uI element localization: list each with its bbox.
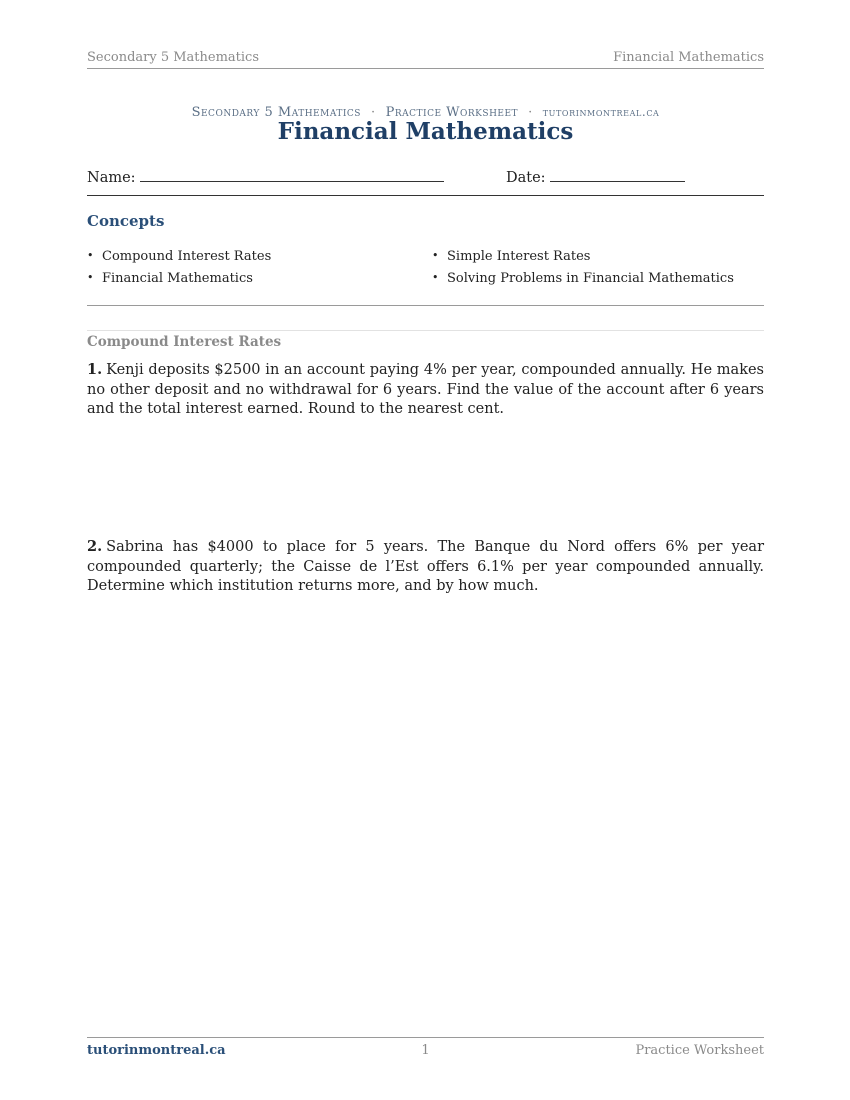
concept-label: Financial Mathematics	[102, 271, 253, 286]
worksheet-page	[87, 0, 764, 1100]
kicker-course: Secondary 5 Mathematics	[191, 105, 361, 120]
kicker-site: tutorinmontreal.ca	[542, 105, 660, 119]
name-blank[interactable]	[140, 167, 444, 182]
concept-label: Solving Problems in Financial Mathematics	[447, 271, 734, 286]
problem-number: 1.	[87, 361, 103, 378]
problem-text: Sabrina has $4000 to place for 5 years. The Banque du Nord offers 6% per year compounded quarterly; the Caisse de l’Est offers 6.1% per year compounded annually. Determine which institution returns more, and by how much.	[87, 539, 764, 594]
bullet-icon: •	[432, 271, 439, 284]
section-title: Compound Interest Rates	[87, 334, 282, 350]
concepts-divider	[87, 305, 764, 306]
footer-site: tutorinmontreal.ca	[87, 1043, 226, 1058]
running-header-topic: Financial Mathematics	[613, 50, 764, 65]
name-field	[87, 167, 444, 186]
running-header-course: Secondary 5 Mathematics	[87, 50, 260, 65]
date-blank[interactable]	[550, 167, 685, 182]
name-label: Name:	[87, 170, 136, 186]
problem-2	[87, 537, 764, 597]
concept-label: Simple Interest Rates	[447, 249, 591, 264]
problem-1	[87, 360, 764, 420]
problem-number: 2.	[87, 538, 103, 555]
name-date-row	[87, 165, 764, 196]
running-header	[87, 50, 764, 69]
concepts-heading: Concepts	[87, 212, 165, 230]
problem-text: Kenji deposits $2500 in an account paying 4% per year, compounded annually. He makes no other deposit and no withdrawal for 6 years. Find the value of the account after 6 years and the total interest earned. Round to the nearest cent.	[87, 362, 764, 417]
date-label: Date:	[506, 170, 546, 186]
bullet-icon: •	[87, 249, 94, 262]
page-title: Financial Mathematics	[277, 118, 574, 145]
footer-page-number: 1	[421, 1043, 430, 1058]
kicker-separator: ·	[528, 105, 533, 120]
page-footer	[87, 1037, 764, 1062]
date-field	[506, 167, 685, 186]
section-divider	[87, 330, 764, 331]
footer-doc-type: Practice Worksheet	[635, 1043, 764, 1058]
bullet-icon: •	[87, 271, 94, 284]
concept-label: Compound Interest Rates	[102, 249, 272, 264]
kicker-separator: ·	[370, 105, 376, 120]
kicker-type: Practice Worksheet	[385, 105, 519, 120]
bullet-icon: •	[432, 249, 439, 262]
